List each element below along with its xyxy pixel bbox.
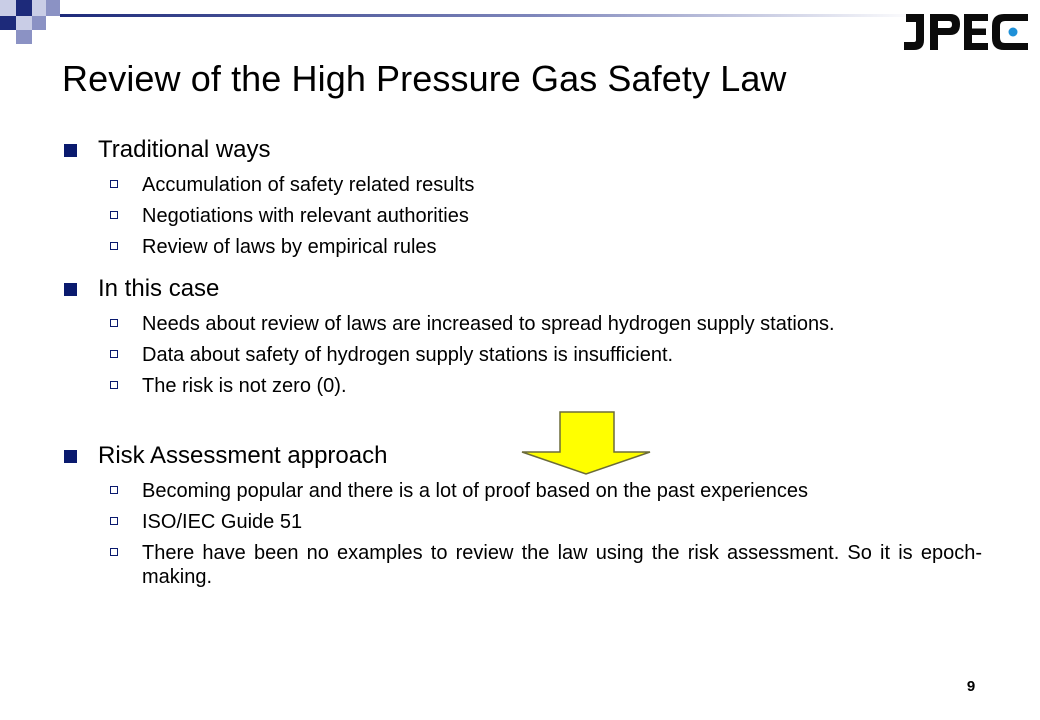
list-item-text: Negotiations with relevant authorities [142, 205, 469, 227]
hollow-square-bullet-icon [110, 381, 118, 389]
list-item [62, 204, 982, 228]
page-number: 9 [966, 678, 976, 695]
square-bullet-icon [64, 144, 77, 157]
section-heading-text: Risk Assessment approach [98, 442, 388, 469]
list-item [62, 312, 982, 336]
list-item-text: The risk is not zero (0). [142, 375, 347, 397]
jpec-logo [902, 10, 1032, 54]
hollow-square-bullet-icon [110, 548, 118, 556]
list-item [62, 541, 982, 589]
list-item-text: ISO/IEC Guide 51 [142, 511, 303, 533]
list-item [62, 374, 982, 398]
section-heading [62, 134, 982, 166]
list-item [62, 235, 982, 259]
square-bullet-icon [64, 283, 77, 296]
hollow-square-bullet-icon [110, 180, 118, 188]
hollow-square-bullet-icon [110, 517, 118, 525]
bullet-list [62, 134, 982, 589]
list-item-text: Data about safety of hydrogen supply stations is insufficient. [142, 344, 674, 366]
list-item [62, 173, 982, 197]
list-item-text: Needs about review of laws are increased to spread hydrogen supply stations. [142, 313, 835, 335]
hollow-square-bullet-icon [110, 350, 118, 358]
list-item [62, 479, 982, 503]
list-item-text: Becoming popular and there is a lot of proof based on the past experiences [142, 480, 808, 502]
section-heading-text: Traditional ways [98, 136, 271, 163]
hollow-square-bullet-icon [110, 211, 118, 219]
list-item-text: There have been no examples to review the law using the risk assessment. So it is epoch-making. [142, 542, 982, 588]
list-item-text: Accumulation of safety related results [142, 174, 475, 196]
hollow-square-bullet-icon [110, 319, 118, 327]
hollow-square-bullet-icon [110, 486, 118, 494]
list-item [62, 510, 982, 534]
hollow-square-bullet-icon [110, 242, 118, 250]
section-heading-text: In this case [98, 275, 220, 302]
list-item-text: Review of laws by empirical rules [142, 236, 437, 258]
square-bullet-icon [64, 450, 77, 463]
list-item [62, 343, 982, 367]
slide-title: Review of the High Pressure Gas Safety Law [62, 58, 787, 99]
section-heading [62, 273, 982, 305]
down-arrow-icon [518, 410, 654, 476]
